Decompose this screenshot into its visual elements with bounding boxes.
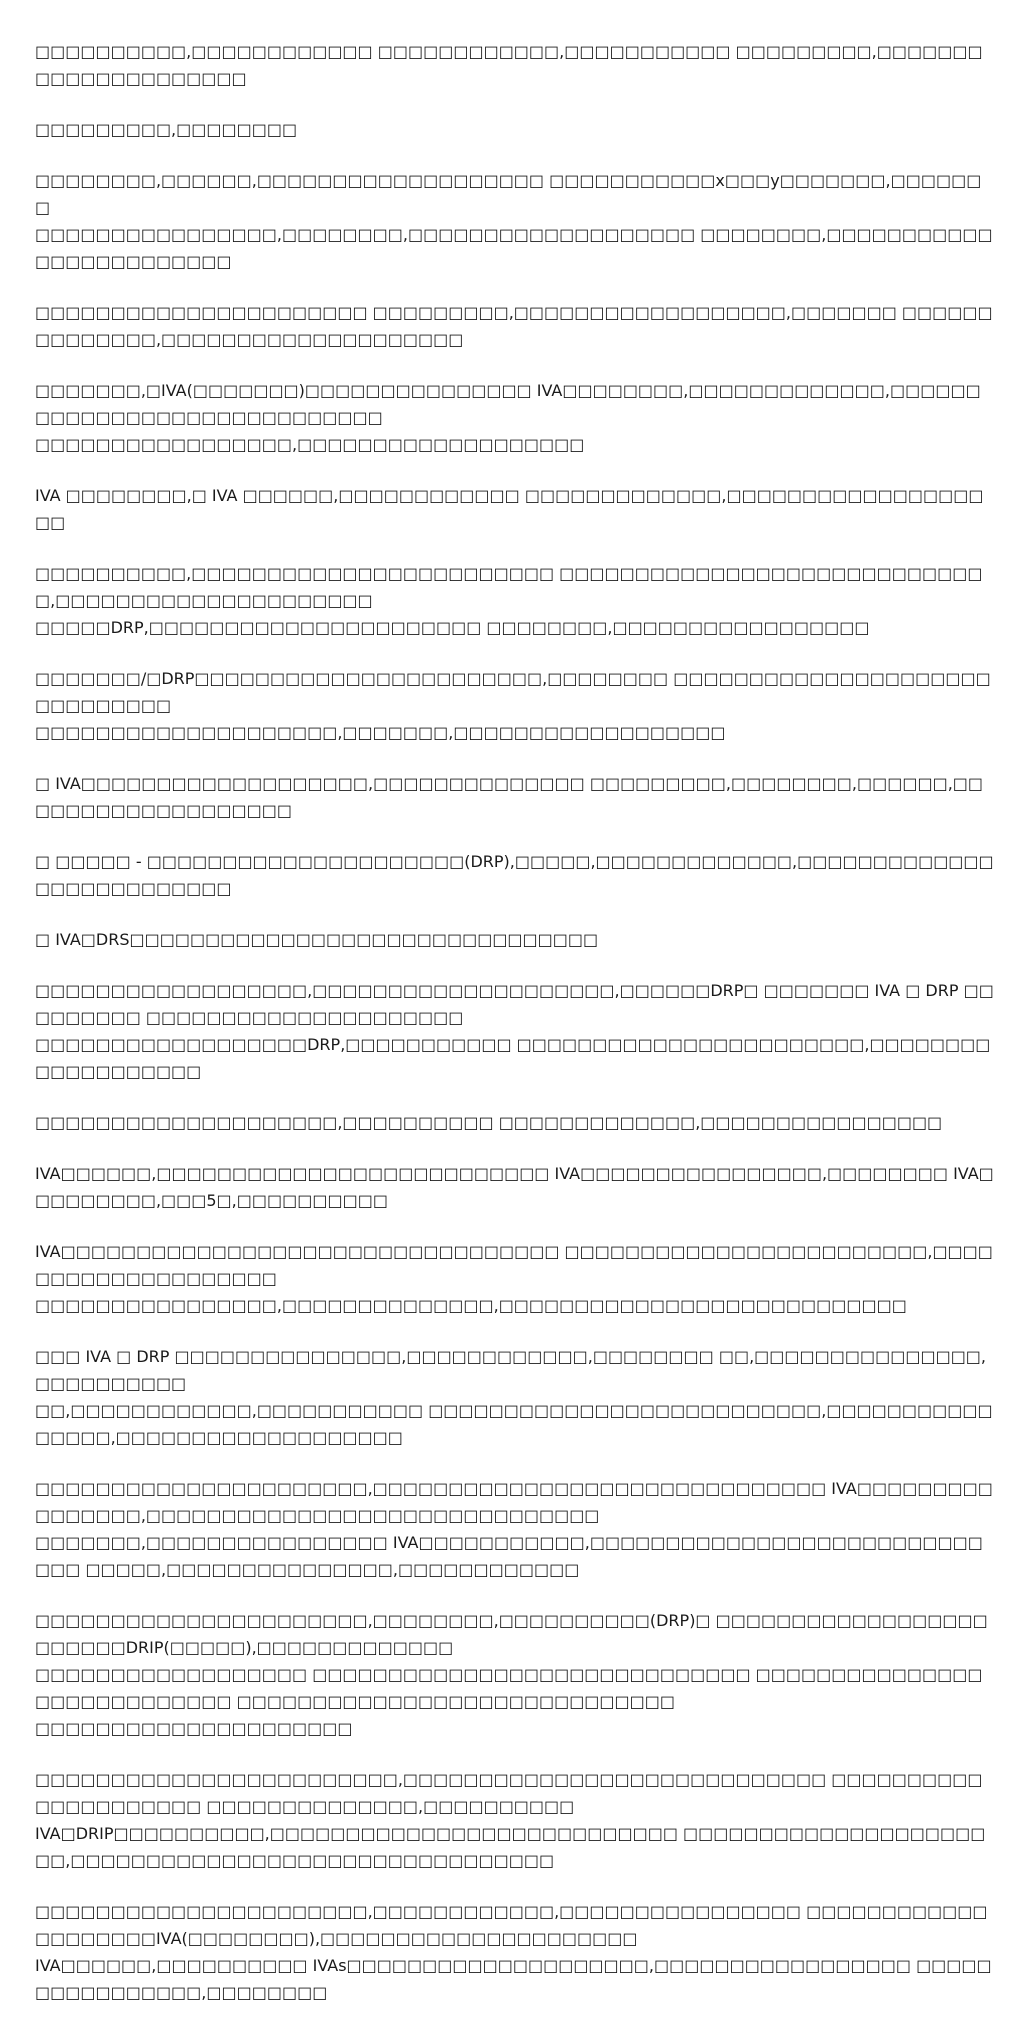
paragraph-18: □□□□□□□□□□□□□□□□□□□□□□,□□□□□□□□,□□□□□□□□□□(DRP)□ □□□□□□□□□□□□□□□□□□□□□□□□DRIP(□□□□□),□□□□□□□□□□□□□ □□□□□□□□□□□□□□□□□□ □□□□□□□□□□□□□□□□□□□□□□□□□□□□□ □□□□□□□□□□□□□□□□□□□□□□□□□□□□ □□□□□□□□□□□□□□□□□□□□□□□□□□□□□ □□□□□□□□□□□□□□□□□□□□□ [35,1611,988,1738]
paragraph-16: □□□ IVA □ DRP □□□□□□□□□□□□□□□,□□□□□□□□□□□□,□□□□□□□□ □□,□□□□□□□□□□□□□□□,□□□□□□□□□□ □□,□□□□□□□□□□□□,□□□□□□□□□□□ □□□□□□□□□□□□□□□□□□□□□□□□□□,□□□□□□□□□□□□□□□□,□□□□□□□□□□□□□□□□□□□ [35,1347,993,1447]
paragraph-7: □□□□□□□□□□,□□□□□□□□□□□□□□□□□□□□□□□□ □□□□□□□□□□□□□□□□□□□□□□□□□□□□□,□□□□□□□□□□□□□□□□□□□□□ □□□□□DRP,□□□□□□□□□□□□□□□□□□□□□□ □□□□□□□□,□□□□□□□□□□□□□□□□□ [35,564,983,637]
document-page [35,38,995,2030]
paragraph-15: IVA□□□□□□□□□□□□□□□□□□□□□□□□□□□□□□□□□ □□□□□□□□□□□□□□□□□□□□□□□□,□□□□□□□□□□□□□□□□□□□□ □□□□□□□□□□□□□□□□,□□□□□□□□□□□□□□,□□□□□□□□□□□□□□□□□□□□□□□□□□□ [35,1242,993,1315]
paragraph-6: IVA □□□□□□□□,□ IVA □□□□□□,□□□□□□□□□□□□ □□□□□□□□□□□□□,□□□□□□□□□□□□□□□□□□□ [35,486,984,532]
paragraph-10: □ □□□□□ - □□□□□□□□□□□□□□□□□□□□□(DRP),□□□□□,□□□□□□□□□□□□□,□□□□□□□□□□□□□□□□□□□□□□□□□□ [35,852,994,898]
paragraph-19: □□□□□□□□□□□□□□□□□□□□□□□□,□□□□□□□□□□□□□□□□□□□□□□□□□□□□ □□□□□□□□□□□□□□□□□□□□□ □□□□□□□□□□□□□□,□□□□□□□□□□ IVA□DRIP□□□□□□□□□□,□□□□□□□□□□□□□□□□□□□□□□□□□□□ □□□□□□□□□□□□□□□□□□□□□□,□□□□□□□□□□□□□□□□□□□□□□□□□□□□□□□□ [35,1770,986,1870]
paragraph-12: □□□□□□□□□□□□□□□□□□,□□□□□□□□□□□□□□□□□□□□,□□□□□□DRP□ □□□□□□□ IVA □ DRP □□□□□□□□□ □□□□□□□□□□□□□□□□□□□□□ □□□□□□□□□□□□□□□□□□DRP,□□□□□□□□□□□ □□□□□□□□□□□□□□□□□□□□□□□,□□□□□□□□□□□□□□□□□□□ [35,981,994,1081]
paragraph-2: □□□□□□□□□,□□□□□□□□ [35,120,298,139]
paragraph-11: □ IVA□DRS□□□□□□□□□□□□□□□□□□□□□□□□□□□□□□□ [35,930,599,949]
paragraph-17: □□□□□□□□□□□□□□□□□□□□□□,□□□□□□□□□□□□□□□□□□□□□□□□□□□□□□ IVA□□□□□□□□□□□□□□□□,□□□□□□□□□□□□□□□□□□□□□□□□□□□□□□ □□□□□□□,□□□□□□□□□□□□□□□□ IVA□□□□□□□□□□□,□□□□□□□□□□□□□□□□□□□□□□□□□□□□□ □□□□□,□□□□□□□□□□□□□□□,□□□□□□□□□□□□ [35,1479,993,1579]
paragraph-5: □□□□□□□,□IVA(□□□□□□□)□□□□□□□□□□□□□□□ IVA□□□□□□□□,□□□□□□□□□□□□□,□□□□□□□□□□□□□□□□□□□□□□□□□□□□□ □□□□□□□□□□□□□□□□□,□□□□□□□□□□□□□□□□□□□ [35,381,981,454]
paragraph-14: IVA□□□□□□,□□□□□□□□□□□□□□□□□□□□□□□□□□ IVA□□□□□□□□□□□□□□□□,□□□□□□□□ IVA□□□□□□□□□,□□□5□,□□□□□□□□□□ [35,1164,994,1210]
paragraph-1: □□□□□□□□□□,□□□□□□□□□□□□ □□□□□□□□□□□□,□□□□□□□□□□□ □□□□□□□□□,□□□□□□□□□□□□□□□□□□□□□ [35,42,983,88]
paragraph-3: □□□□□□□□,□□□□□□,□□□□□□□□□□□□□□□□□□□ □□□□□□□□□□□x□□□y□□□□□□□,□□□□□□□ □□□□□□□□□□□□□□□□,□□□□□□□□,□□□□□□□□□□□□□□□□□□□ □□□□□□□□,□□□□□□□□□□□□□□□□□□□□□□□□ [35,171,993,271]
paragraph-20: □□□□□□□□□□□□□□□□□□□□□□,□□□□□□□□□□□□,□□□□□□□□□□□□□□□□ □□□□□□□□□□□□□□□□□□□□IVA(□□□□□□□□),□□□□□□□□□□□□□□□□□□□□□ IVA□□□□□□,□□□□□□□□□□ IVAs□□□□□□□□□□□□□□□□□□□□,□□□□□□□□□□□□□□□□□ □□□□□□□□□□□□□□□□,□□□□□□□□ [35,1902,992,2002]
paragraph-8: □□□□□□□/□DRP□□□□□□□□□□□□□□□□□□□□□□□,□□□□□□□□ □□□□□□□□□□□□□□□□□□□□□□□□□□□□□□ □□□□□□□□□□□□□□□□□□□□,□□□□□□□,□□□□□□□□□□□□□□□□□□ [35,669,991,742]
paragraph-13: □□□□□□□□□□□□□□□□□□□□,□□□□□□□□□□ □□□□□□□□□□□□□,□□□□□□□□□□□□□□□□ [35,1113,943,1132]
paragraph-9: □ IVA□□□□□□□□□□□□□□□□□□□,□□□□□□□□□□□□□□ □□□□□□□□□,□□□□□□□□,□□□□□□,□□□□□□□□□□□□□□□□□□□ [35,774,984,820]
paragraph-4: □□□□□□□□□□□□□□□□□□□□□□ □□□□□□□□□,□□□□□□□□□□□□□□□□□□,□□□□□□□ □□□□□□□□□□□□□□,□□□□□□□□□□□□□□□□□□□□ [35,303,993,349]
